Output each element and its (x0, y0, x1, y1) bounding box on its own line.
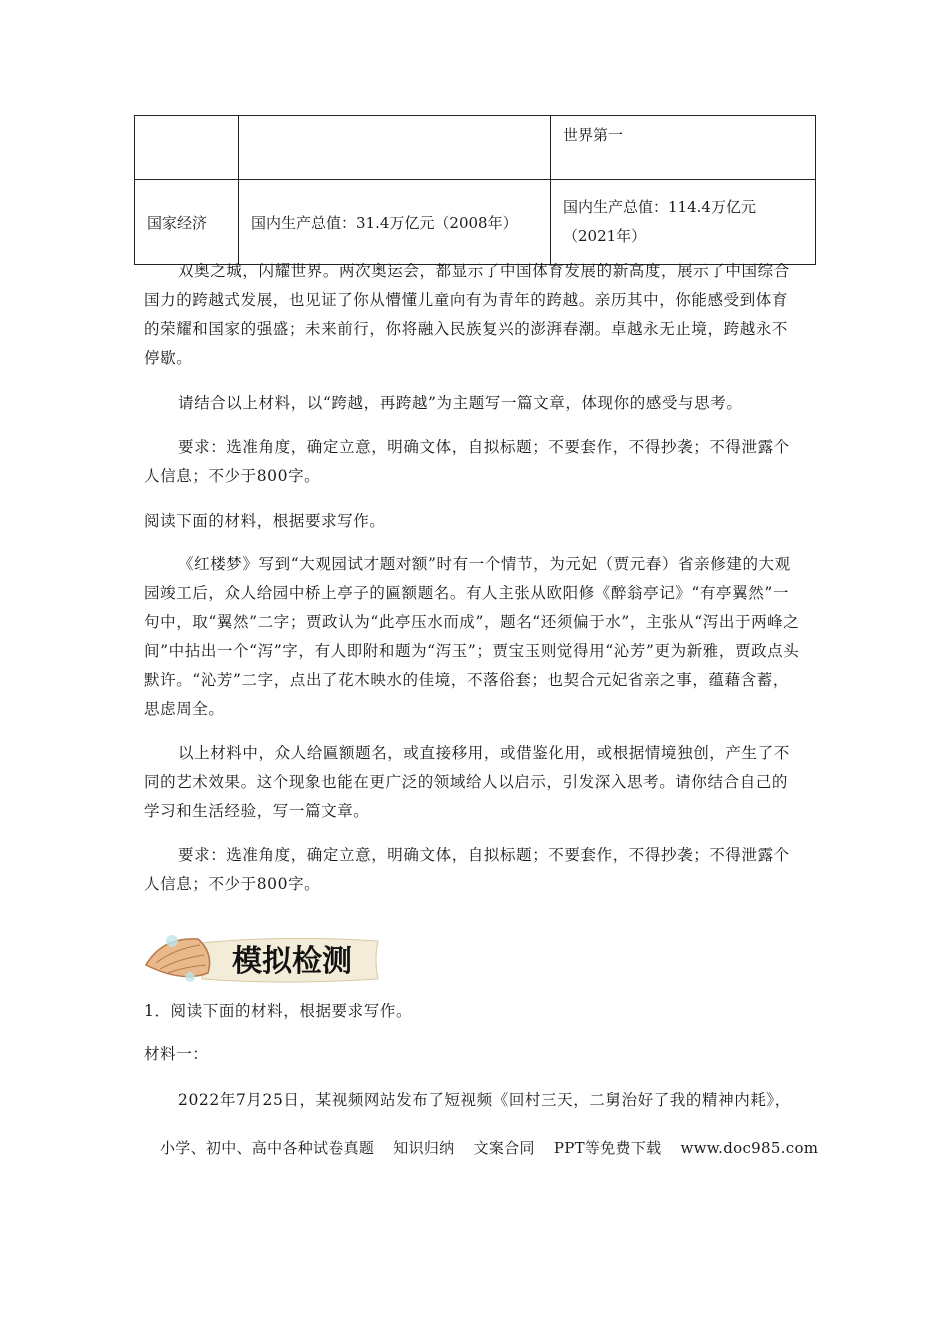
table-cell: 国内生产总值：31.4万亿元（2008年） (239, 180, 551, 265)
footer-url[interactable]: www.doc985.com (680, 1139, 819, 1157)
paragraph: 阅读下面的材料，根据要求写作。 (144, 512, 386, 530)
footer-item: PPT等免费下载 (553, 1139, 662, 1157)
footer-item: 文案合同 (473, 1139, 535, 1157)
footer (160, 1137, 832, 1158)
table-row (135, 180, 816, 265)
paragraph: 材料一： (144, 1045, 209, 1063)
shell-icon (142, 929, 382, 985)
paragraph: 要求：选准角度，确定立意，明确文体，自拟标题；不要套作，不得抄袭；不得泄露个人信息；不少于800字。 (144, 846, 790, 893)
paragraph: 《红楼梦》写到“大观园试才题对额”时有一个情节，为元妃（贾元春）省亲修建的大观园竣工后，众人给园中桥上亭子的匾额题名。有人主张从欧阳修《醉翁亭记》“有亭翼然”一句中，取“翼然”二字；贾政认为“此亭压水而成”，题名“还须偏于水”，主张从“泻出于两峰之间”中拈出一个“泻”字，有人即附和题为“泻玉”；贾宝玉则觉得用“沁芳”更为新雅，贾政点头默许。“沁芳”二字，点出了花木映水的佳境，不落俗套；也契合元妃省亲之事，蕴藉含蓄，思虑周全。 (144, 555, 800, 718)
table-cell-line: 国内生产总值：114.4万亿元 (563, 198, 756, 216)
table-cell-line: （2021年） (563, 227, 647, 245)
footer-item: 小学、初中、高中各种试卷真题 (160, 1139, 375, 1157)
section-banner (142, 929, 382, 985)
table-cell (551, 180, 816, 265)
banner-title: 模拟检测 (232, 945, 352, 978)
gdp-table (134, 115, 816, 265)
paragraph: 要求：选准角度，确定立意，明确文体，自拟标题；不要套作，不得抄袭；不得泄露个人信息；不少于800字。 (144, 438, 790, 485)
table-cell (135, 116, 239, 180)
paragraph: 2022年7月25日，某视频网站发布了短视频《回村三天，二舅治好了我的精神内耗》， (178, 1091, 791, 1109)
footer-item: 知识归纳 (393, 1139, 455, 1157)
table-cell: 世界第一 (551, 116, 816, 180)
paragraph: 双奥之城，闪耀世界。两次奥运会，都显示了中国体育发展的新高度，展示了中国综合国力的跨越式发展，也见证了你从懵懂儿童向有为青年的跨越。亲历其中，你能感受到体育的荣耀和国家的强盛；未来前行，你将融入民族复兴的澎湃春潮。卓越永无止境，跨越永不停歇。 (144, 262, 790, 367)
paragraph: 以上材料中，众人给匾额题名，或直接移用，或借鉴化用，或根据情境独创，产生了不同的艺术效果。这个现象也能在更广泛的领域给人以启示，引发深入思考。请你结合自己的学习和生活经验，写一篇文章。 (144, 744, 790, 820)
table-cell (239, 116, 551, 180)
paragraph: 1．阅读下面的材料，根据要求写作。 (144, 1002, 413, 1020)
table-row (135, 116, 816, 180)
paragraph: 请结合以上材料，以“跨越，再跨越”为主题写一篇文章，体现你的感受与思考。 (178, 394, 743, 412)
table-cell: 国家经济 (135, 180, 239, 265)
